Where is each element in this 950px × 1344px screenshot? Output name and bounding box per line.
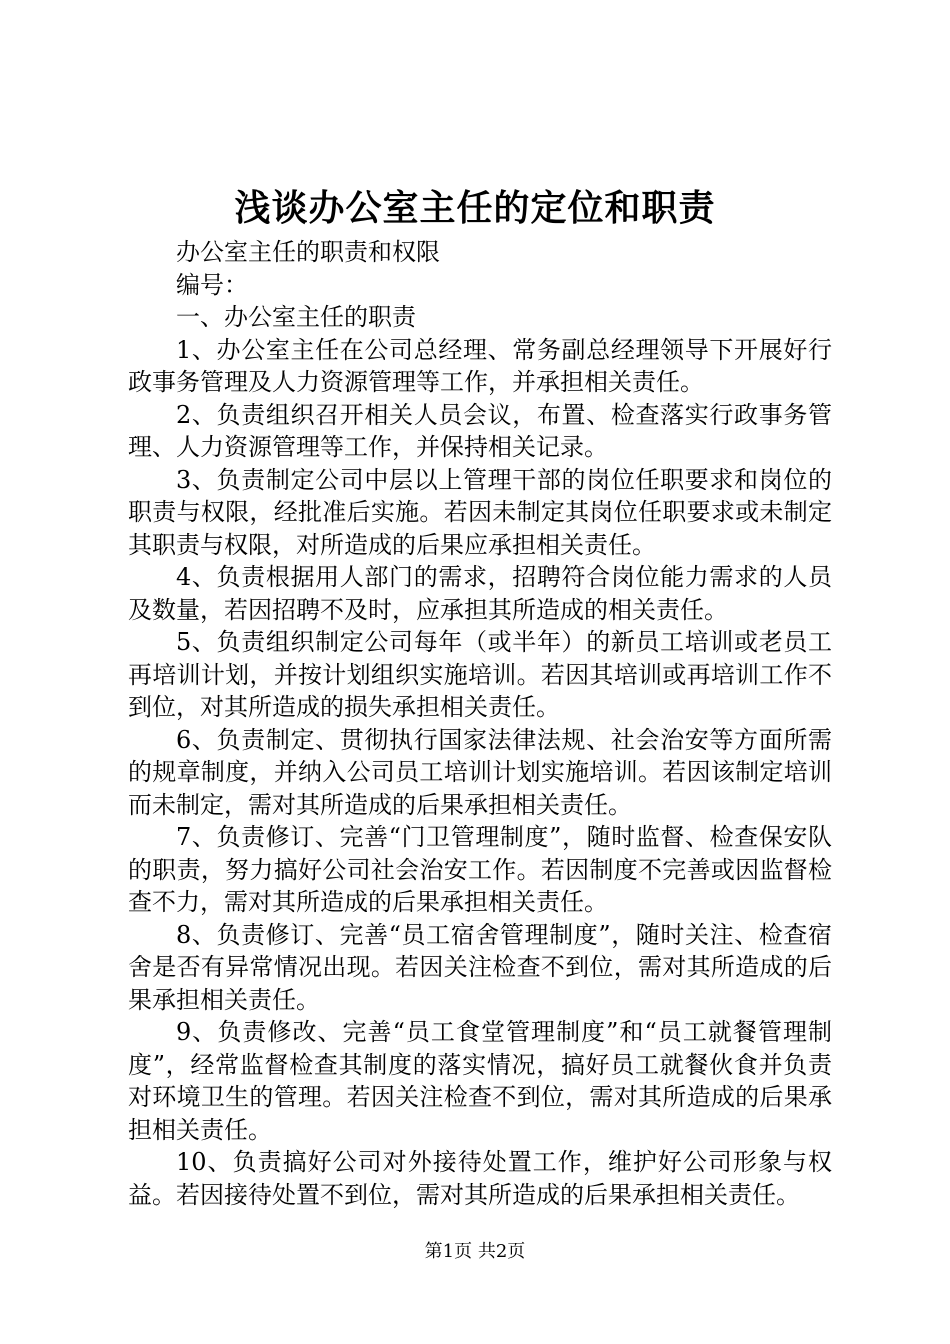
paragraph-11: 8、负责修订、完善“员工宿舍管理制度”，随时关注、检查宿舍是否有异常情况出现。若因关注检查不到位，需对其所造成的后果承担相关责任。	[128, 920, 832, 1014]
paragraph-10: 7、负责修订、完善“门卫管理制度”，随时监督、检查保安队的职责，努力搞好公司社会治安工作。若因制度不完善或因监督检查不力，需对其所造成的后果承担相关责任。	[128, 823, 832, 916]
paragraph-13: 10、负责搞好公司对外接待处置工作，维护好公司形象与权益。若因接待处置不到位，需对其所造成的后果承担相关责任。	[128, 1148, 832, 1209]
paragraph-4: 1、办公室主任在公司总经理、常务副总经理领导下开展好行政事务管理及人力资源管理等工作，并承担相关责任。	[128, 335, 832, 396]
paragraph-5: 2、负责组织召开相关人员会议，布置、检查落实行政事务管理、人力资源管理等工作，并保持相关记录。	[128, 400, 832, 461]
document-title: 浅谈办公室主任的定位和职责	[234, 187, 716, 229]
paragraph-2: 编号：	[176, 270, 248, 299]
paragraph-7: 4、负责根据用人部门的需求，招聘符合岗位能力需求的人员及数量，若因招聘不及时，应承担其所造成的相关责任。	[128, 563, 832, 624]
paragraph-12: 9、负责修改、完善“员工食堂管理制度”和“员工就餐管理制度”，经常监督检查其制度的落实情况，搞好员工就餐伙食并负责对环境卫生的管理。若因关注检查不到位，需对其所造成的后果承担相关责任。	[128, 1018, 832, 1144]
paragraph-9: 6、负责制定、贯彻执行国家法律法规、社会治安等方面所需的规章制度，并纳入公司员工培训计划实施培训。若因该制定培训而未制定，需对其所造成的后果承担相关责任。	[128, 725, 832, 819]
page-footer: 第1页 共2页	[424, 1241, 526, 1262]
paragraph-3: 一、办公室主任的职责	[176, 303, 416, 331]
paragraph-1: 办公室主任的职责和权限	[176, 238, 440, 266]
document-body	[128, 236, 832, 1211]
paragraph-6: 3、负责制定公司中层以上管理干部的岗位任职要求和岗位的职责与权限，经批准后实施。若因未制定其岗位任职要求或未制定其职责与权限，对所造成的后果应承担相关责任。	[128, 465, 832, 559]
paragraph-8: 5、负责组织制定公司每年（或半年）的新员工培训或老员工再培训计划，并按计划组织实施培训。若因其培训或再培训工作不到位，对其所造成的损失承担相关责任。	[128, 628, 832, 721]
